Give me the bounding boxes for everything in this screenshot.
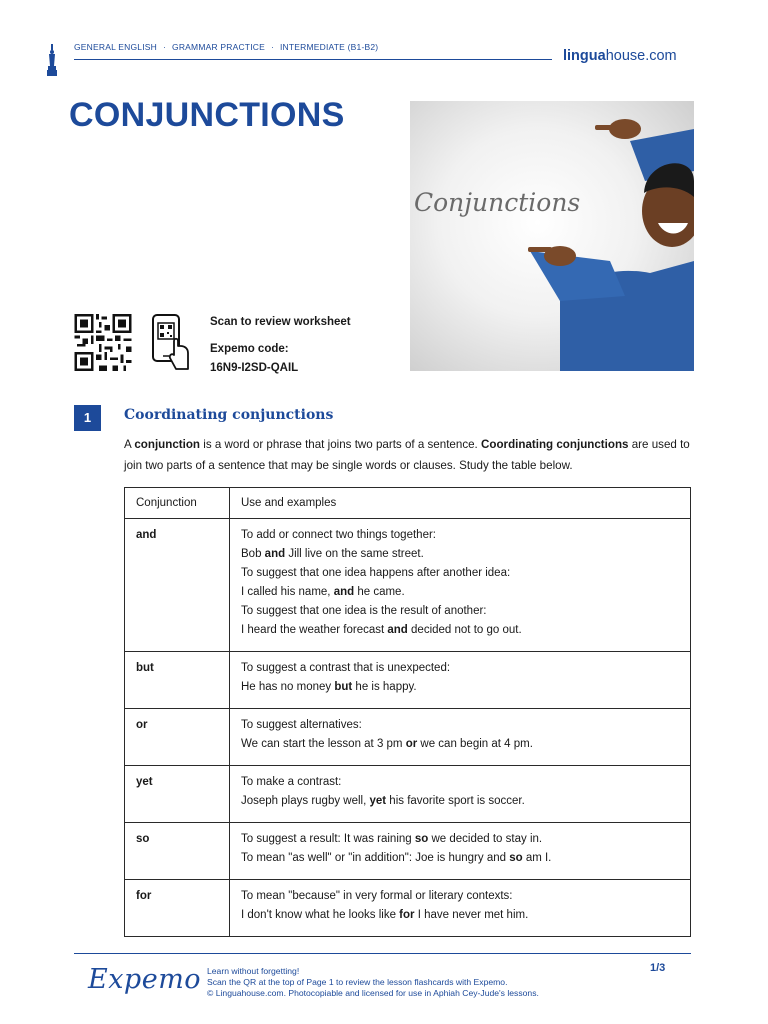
conjunction-cell: for	[125, 880, 230, 937]
usage-text: To suggest a result: It was raining	[241, 833, 415, 845]
usage-line	[241, 735, 679, 754]
usage-text: I called his name,	[241, 586, 334, 598]
usage-line	[241, 906, 679, 925]
hero-image	[410, 101, 694, 371]
breadcrumb-item-level-3: INTERMEDIATE (B1-B2)	[280, 42, 379, 52]
footer-tagline: Learn without forgetting!	[207, 966, 300, 976]
usage-line	[241, 887, 679, 906]
usage-text: decided not to go out.	[407, 624, 522, 636]
usage-line	[241, 545, 679, 564]
scan-info	[210, 313, 351, 378]
usage-line	[241, 678, 679, 697]
usage-text: To suggest a contrast that is unexpected:	[241, 662, 451, 674]
brand-name-bold: lingua	[563, 48, 606, 64]
breadcrumb-item-level-1: GENERAL ENGLISH	[74, 42, 157, 52]
footer-divider	[74, 953, 691, 954]
hero-illustration	[410, 101, 694, 371]
usage-cell	[230, 519, 691, 652]
highlighted-conjunction: for	[399, 909, 415, 921]
table-row	[125, 880, 691, 937]
usage-text: Jill live on the same street.	[285, 548, 424, 560]
table-row	[125, 823, 691, 880]
highlighted-conjunction: but	[334, 681, 353, 693]
intro-term: Coordinating conjunctions	[481, 438, 629, 451]
highlighted-conjunction: so	[414, 833, 429, 845]
usage-line	[241, 659, 679, 678]
column-header-use-and-examples: Use and examples	[230, 488, 691, 519]
usage-text: Joseph plays rugby well,	[241, 795, 370, 807]
usage-text: he came.	[354, 586, 405, 598]
usage-line	[241, 602, 679, 621]
conjunction-cell: so	[125, 823, 230, 880]
breadcrumb-item-level-2: GRAMMAR PRACTICE	[172, 42, 265, 52]
table-header-row	[125, 488, 691, 519]
site-brand-link[interactable]	[563, 48, 677, 64]
highlighted-conjunction: so	[509, 852, 523, 864]
hero-caption: Conjunctions	[414, 188, 581, 217]
section-number: 1	[74, 405, 101, 431]
usage-text: am I.	[522, 852, 552, 864]
usage-text: his favorite sport is soccer.	[386, 795, 525, 807]
usage-line	[241, 621, 679, 640]
table-row	[125, 766, 691, 823]
usage-line	[241, 583, 679, 602]
header-divider	[74, 59, 552, 60]
breadcrumb-separator: ·	[270, 42, 274, 52]
conjunction-cell: yet	[125, 766, 230, 823]
breadcrumb-separator: ·	[163, 42, 167, 52]
usage-line	[241, 716, 679, 735]
usage-text: To suggest alternatives:	[241, 719, 362, 731]
usage-cell	[230, 823, 691, 880]
highlighted-conjunction: and	[333, 586, 355, 598]
page-title: CONJUNCTIONS	[69, 96, 345, 134]
usage-text: we decided to stay in.	[428, 833, 543, 845]
scan-label: Scan to review worksheet	[210, 316, 351, 328]
section-title: Coordinating conjunctions	[124, 407, 334, 423]
usage-text: I heard the weather forecast	[241, 624, 388, 636]
highlighted-conjunction: and	[264, 548, 286, 560]
conjunction-cell: or	[125, 709, 230, 766]
footer-instruction: Scan the QR at the top of Page 1 to review the lesson flashcards with Expemo.	[207, 977, 508, 987]
table-row	[125, 709, 691, 766]
usage-cell	[230, 880, 691, 937]
usage-line	[241, 773, 679, 792]
statue-of-liberty-icon	[46, 44, 58, 76]
usage-text: I don't know what he looks like	[241, 909, 400, 921]
usage-line	[241, 830, 679, 849]
usage-text: we can begin at 4 pm.	[417, 738, 533, 750]
usage-text: To mean "as well" or "in addition": Joe is hungry and	[241, 852, 510, 864]
intro-text: A	[124, 438, 135, 451]
conjunction-cell: but	[125, 652, 230, 709]
usage-line	[241, 849, 679, 868]
usage-text: he is happy.	[352, 681, 417, 693]
usage-text: To mean "because" in very formal or literary contexts:	[241, 890, 513, 902]
breadcrumb	[74, 42, 378, 52]
table-row	[125, 519, 691, 652]
usage-cell	[230, 766, 691, 823]
footer-copyright: © Linguahouse.com. Photocopiable and licensed for use in Aphiah Cey-Jude's lessons.	[207, 988, 539, 998]
usage-cell	[230, 652, 691, 709]
expemo-logo: Expemo	[88, 964, 202, 995]
usage-text: To add or connect two things together:	[241, 529, 436, 541]
usage-line	[241, 792, 679, 811]
usage-text: To suggest that one idea happens after another idea:	[241, 567, 511, 579]
usage-text: I have never met him.	[414, 909, 529, 921]
intro-term: conjunction	[134, 438, 201, 451]
brand-name-rest: house.com	[605, 48, 677, 64]
usage-text: He has no money	[241, 681, 335, 693]
expemo-code-label: Expemo code:	[210, 343, 289, 355]
intro-text: are used to join two parts of a sentence that may be single words or clauses. Study the table below.	[124, 438, 690, 472]
usage-text: Bob	[241, 548, 265, 560]
usage-cell	[230, 709, 691, 766]
expemo-code: 16N9-I2SD-QAIL	[210, 362, 299, 374]
highlighted-conjunction: or	[405, 738, 418, 750]
highlighted-conjunction: and	[387, 624, 408, 636]
usage-text: We can start the lesson at 3 pm	[241, 738, 406, 750]
intro-text: is a word or phrase that joins two parts of a sentence.	[200, 438, 482, 451]
usage-text: To suggest that one idea is the result of another:	[241, 605, 487, 617]
usage-line	[241, 564, 679, 583]
phone-scan-icon	[150, 313, 192, 371]
conjunction-cell: and	[125, 519, 230, 652]
usage-line	[241, 526, 679, 545]
table-row	[125, 652, 691, 709]
page-number: 1/3	[650, 962, 666, 974]
section-intro	[124, 434, 694, 476]
footer-notice	[207, 966, 539, 999]
qr-code[interactable]	[73, 314, 133, 371]
highlighted-conjunction: yet	[369, 795, 387, 807]
conjunctions-table	[124, 487, 691, 937]
usage-text: To make a contrast:	[241, 776, 342, 788]
column-header-conjunction: Conjunction	[125, 488, 230, 519]
